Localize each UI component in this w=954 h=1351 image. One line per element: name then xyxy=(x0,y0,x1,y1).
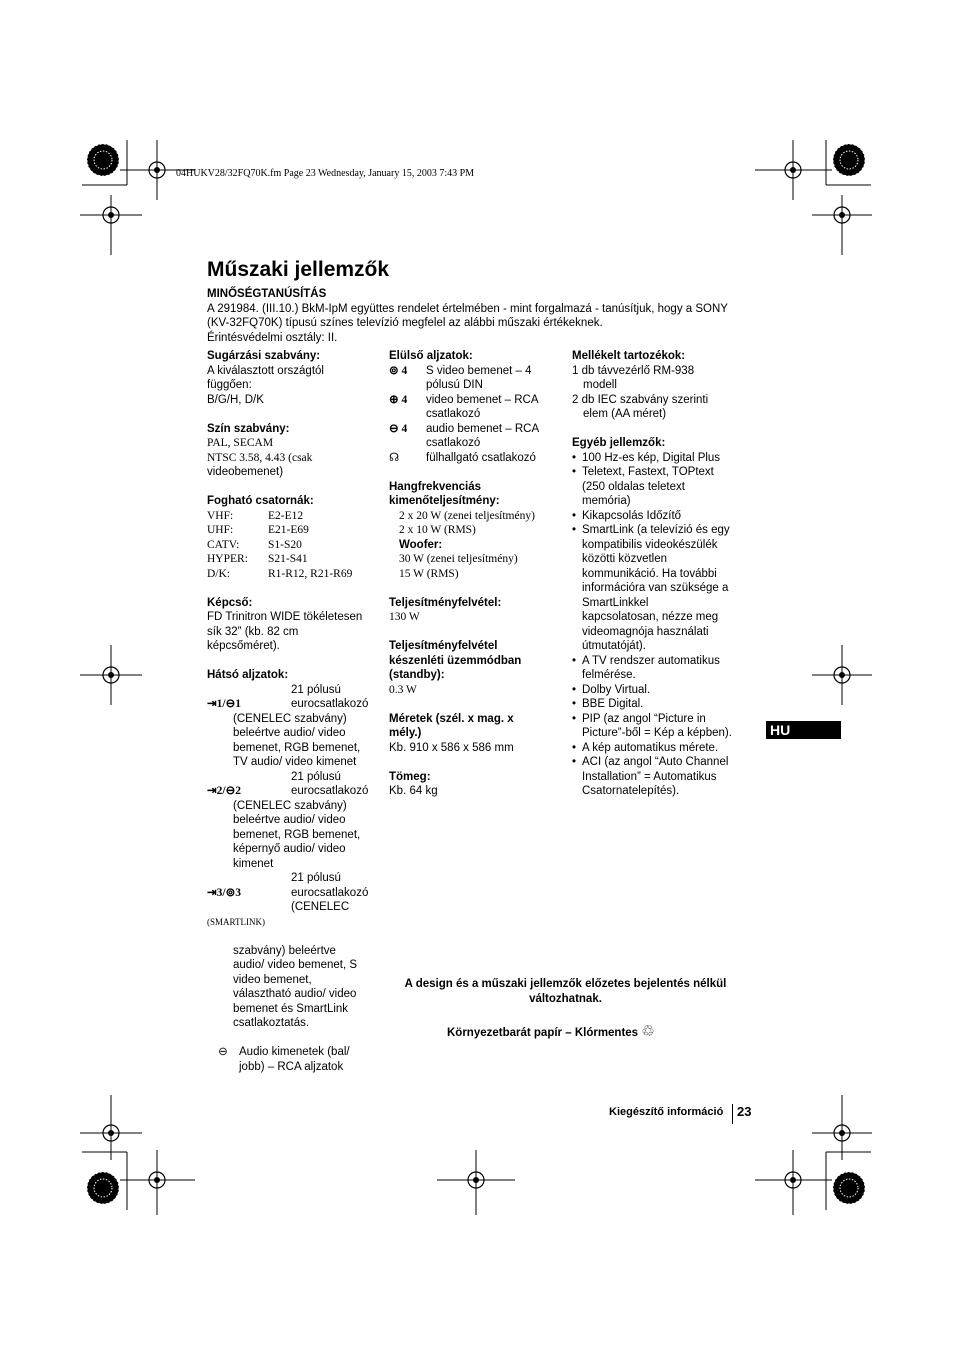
picture-tube-text: FD Trinitron WIDE tökéletesen xyxy=(207,611,363,623)
feature-item: • SmartLink (a televízió és egy kompatibilis videokészülék közötti közvetlen kommunikáció. Ha további információra van szüksége a SmartLinkkel kapcsolatosan, nézze meg videomagnója használati útmutatóját). xyxy=(572,523,752,654)
picture-tube-text: sík 32” (kb. 82 cm xyxy=(207,625,299,638)
audio-output-power-value: 2 x 20 W (zenei teljesítmény) xyxy=(399,509,535,522)
front-sockets-heading: Elülső aljzatok: xyxy=(389,350,473,362)
scart-out-icon: ⊖ xyxy=(225,785,236,797)
channel-range: S21-S41 xyxy=(268,553,308,565)
front-socket-text: video bemenet – RCA csatlakozó xyxy=(426,393,539,420)
feature-item: • Teletext, Fastext, TOPtext (250 oldalas teletext memória) xyxy=(572,465,752,509)
socket-1-label: 1/ xyxy=(216,698,226,710)
channel-row xyxy=(207,523,385,538)
socket-2-text: eurocsatlakozó xyxy=(291,785,369,797)
feature-list xyxy=(572,451,752,799)
feature-item: • A kép automatikus mérete. xyxy=(572,741,752,756)
picture-tube-text: képcsőméret). xyxy=(207,640,280,652)
front-socket-s-video xyxy=(389,364,567,393)
audio-output-power-heading: Hangfrekvenciás kimenőteljesítmény: xyxy=(389,480,500,507)
certification-block xyxy=(207,287,767,345)
smartlink-label: (SMARTLINK) xyxy=(207,916,265,927)
page-title: Műszaki jellemzők xyxy=(207,258,390,281)
accessories-heading: Mellékelt tartozékok: xyxy=(572,350,686,362)
weight-heading: Tömeg: xyxy=(389,770,431,783)
channel-range: R1-R12, R21-R69 xyxy=(268,567,353,580)
cert-line-2: (KV-32FQ70K) típusú színes televízió megfelel az alábbi műszaki értékeknek. xyxy=(207,317,603,329)
page-number: 23 xyxy=(737,1104,752,1119)
recycle-icon: ♲ xyxy=(641,1023,655,1040)
language-tab: HU xyxy=(766,721,841,739)
channel-range: E2-E12 xyxy=(268,509,304,522)
socket-3-text: 21 pólusú xyxy=(291,872,341,884)
channel-row xyxy=(207,567,385,582)
socket-2-text: 21 pólusú xyxy=(291,770,341,783)
socket-1-text: eurocsatlakozó xyxy=(291,698,369,710)
socket-2-label: 2/ xyxy=(216,785,226,797)
color-standard-note: videobemenet) xyxy=(207,466,284,478)
power-consumption-heading: Teljesítményfelvétel: xyxy=(389,596,502,609)
socket-1-label: 1 xyxy=(235,698,241,710)
audio-output xyxy=(207,1045,385,1074)
picture-tube-heading: Képcső: xyxy=(207,596,253,609)
dimensions-value: Kb. 910 x 586 x 586 mm xyxy=(389,741,514,754)
scart-in-icon: ⇥ xyxy=(207,886,217,899)
feature-item: • ACI (az angol “Auto Channel Installation” = Automatikus Csatornatelepítés). xyxy=(572,755,752,799)
rear-socket-1 xyxy=(207,683,385,712)
s-video-in-icon: ⊚ xyxy=(389,364,399,377)
color-standard-value: NTSC 3.58, 4.43 (csak xyxy=(207,451,313,464)
channel-band: CATV: xyxy=(207,538,240,551)
column-3 xyxy=(572,349,752,799)
standby-power-value: 0.3 W xyxy=(389,683,417,696)
front-socket-headphone xyxy=(389,451,567,466)
cert-heading: MINŐSÉGTANÚSÍTÁS xyxy=(207,288,327,300)
accessory-item: 2 db IEC szabvány szerinti xyxy=(572,393,709,406)
channel-row xyxy=(207,538,385,553)
video-in-icon: ⊕ xyxy=(389,393,399,406)
channel-row xyxy=(207,509,385,524)
audio-in-icon: ⊖ xyxy=(389,422,399,435)
front-socket-text: fülhallgató csatlakozó xyxy=(426,451,536,464)
front-socket-number: 4 xyxy=(401,364,408,377)
accessory-item: modell xyxy=(583,379,617,391)
channel-list xyxy=(207,509,385,582)
notice xyxy=(378,977,753,1006)
dimensions-heading: Méretek (szél. x mag. x mély.) xyxy=(389,712,514,739)
feature-item: • Kikapcsolás Időzítő xyxy=(572,509,752,524)
channel-row xyxy=(207,552,385,567)
front-socket-text: audio bemenet – RCA csatlakozó xyxy=(426,422,540,449)
socket-3-text: (CENELEC xyxy=(291,901,350,913)
rear-socket-2 xyxy=(207,770,385,799)
rear-socket-3 xyxy=(207,871,385,944)
socket-3-label: 3 xyxy=(235,886,241,899)
scart-in-icon: ⇥ xyxy=(207,698,217,710)
woofer-value: 30 W (zenei teljesítmény) xyxy=(399,553,518,565)
channels-heading: Fogható csatornák: xyxy=(207,495,314,507)
feature-item: • 100 Hz-es kép, Digital Plus xyxy=(572,451,752,466)
scart-in-icon: ⇥ xyxy=(207,785,217,797)
file-info-header: 04HUKV28/32FQ70K.fm Page 23 Wednesday, January 15, 2003 7:43 PM xyxy=(176,168,475,179)
scart-out-icon: ⊖ xyxy=(225,698,236,710)
cert-line-1: A 291984. (III.10.) BkM-IpM együttes rendelet értelmében - mint forgalmazá - tanúsítjuk, hogy a SONY xyxy=(207,302,728,315)
cert-line-3: Érintésvédelmi osztály: II. xyxy=(207,331,338,344)
weight-value: Kb. 64 kg xyxy=(389,785,438,797)
woofer-heading: Woofer: xyxy=(399,538,443,551)
socket-3-text: eurocsatlakozó xyxy=(291,886,369,899)
standby-power-heading: Teljesítményfelvétel készenléti üzemmódban (standby): xyxy=(389,640,522,681)
audio-out-icon: ⊖ xyxy=(218,1046,228,1058)
broadcast-standard-heading: Sugárzási szabvány: xyxy=(207,350,321,362)
socket-3-label: 3/ xyxy=(216,886,226,899)
color-standard-heading: Szín szabvány: xyxy=(207,422,290,435)
power-consumption-value: 130 W xyxy=(389,611,420,623)
front-socket-number: 4 xyxy=(401,393,408,406)
channel-band: VHF: xyxy=(207,509,234,522)
socket-1-description: (CENELEC szabvány) beleértve audio/ video bemenet, RGB bemenet, TV audio/ video kimenet xyxy=(233,712,361,768)
front-socket-audio xyxy=(389,422,567,451)
column-2 xyxy=(389,349,567,799)
channel-band: HYPER: xyxy=(207,553,248,565)
socket-2-label: 2 xyxy=(235,785,241,797)
woofer-value: 15 W (RMS) xyxy=(399,567,459,580)
feature-item: • PIP (az angol “Picture in Picture”-ből = Kép a képben). xyxy=(572,712,752,741)
feature-item: • BBE Digital. xyxy=(572,697,752,712)
accessory-item: elem (AA méret) xyxy=(583,408,667,420)
rear-sockets-heading: Hátsó aljzatok: xyxy=(207,669,289,681)
broadcast-standard-text: függően: xyxy=(207,379,252,391)
channel-range: S1-S20 xyxy=(268,538,302,551)
footer-section: Kiegészítő információ xyxy=(609,1106,724,1118)
front-socket-number: 4 xyxy=(401,422,408,435)
other-features-heading: Egyéb jellemzők: xyxy=(572,437,666,449)
notice-line: A design és a műszaki jellemzők előzetes bejelentés nélkül xyxy=(404,978,727,990)
feature-item: • Dolby Virtual. xyxy=(572,683,752,698)
front-socket-text: S video bemenet – 4 pólusú DIN xyxy=(426,364,532,391)
feature-item: • A TV rendszer automatikus felmérése. xyxy=(572,654,752,683)
accessory-item: 1 db távvezérlő RM-938 xyxy=(572,364,695,377)
s-video-icon: ⊚ xyxy=(225,886,236,899)
channel-band: D/K: xyxy=(207,567,230,580)
notice-line: változhatnak. xyxy=(529,992,602,1005)
headphone-icon: ☊ xyxy=(389,451,400,464)
socket-3-description: szabvány) beleértve audio/ video bemenet, S video bemenet, választható audio/ video bemenet és SmartLink csatlakoztatás. xyxy=(233,944,358,1029)
socket-2-description: (CENELEC szabvány) beleértve audio/ video bemenet, RGB bemenet, képernyő audio/ video kimenet xyxy=(233,799,361,870)
paper-notice-text: Környezetbarát papír – Klórmentes xyxy=(447,1027,639,1039)
socket-1-text: 21 pólusú xyxy=(291,683,341,696)
footer-divider xyxy=(732,1104,733,1124)
channel-band: UHF: xyxy=(207,524,234,536)
channel-range: E21-E69 xyxy=(268,524,309,536)
color-standard-value: PAL, SECAM xyxy=(207,437,274,449)
broadcast-standard-value: B/G/H, D/K xyxy=(207,393,264,406)
column-1 xyxy=(207,349,385,1074)
paper-notice xyxy=(447,1025,655,1041)
broadcast-standard-text: A kiválasztott országtól xyxy=(207,364,324,377)
front-socket-video xyxy=(389,393,567,422)
audio-output-text: Audio kimenetek (bal/ jobb) – RCA aljzatok xyxy=(239,1046,350,1073)
audio-output-power-value: 2 x 10 W (RMS) xyxy=(399,524,476,536)
